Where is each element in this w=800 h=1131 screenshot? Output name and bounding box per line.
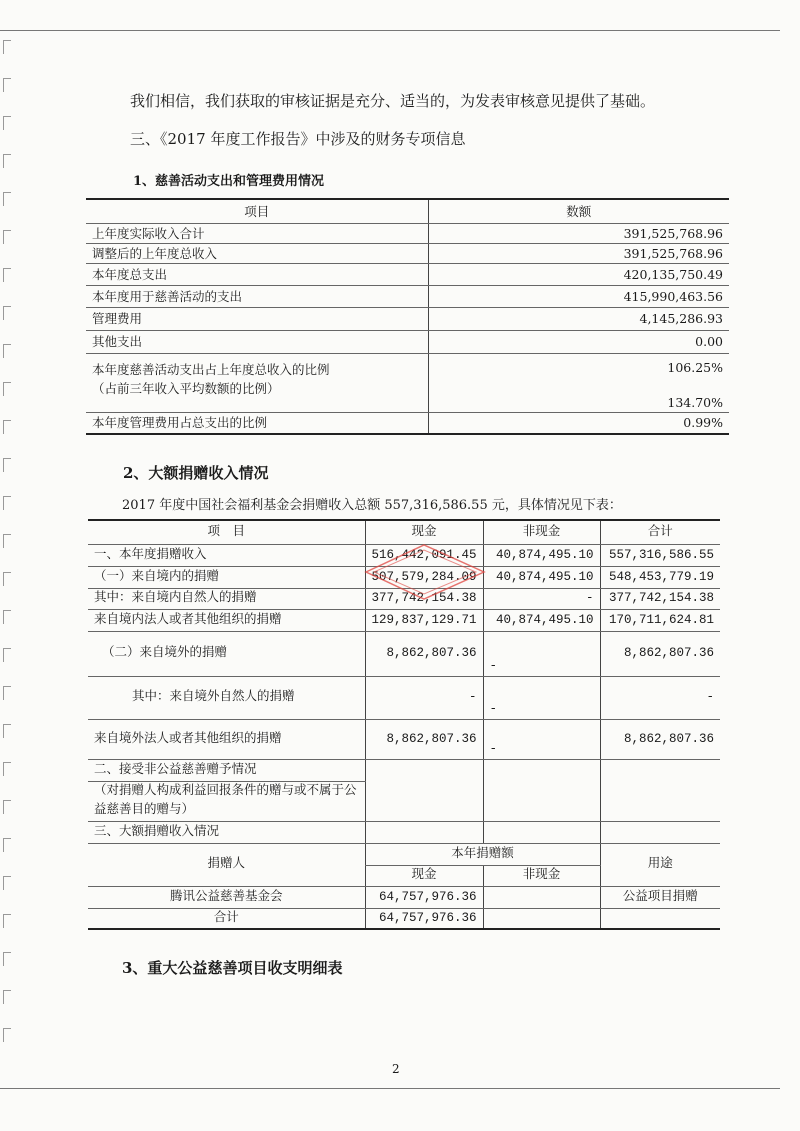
- ratio-label: 本年度慈善活动支出占上年度总收入的比例: [92, 361, 330, 377]
- total-cell: 548,453,779.19: [600, 566, 720, 588]
- row-label: 来自境内法人或者其他组织的捐赠: [88, 609, 365, 631]
- subsection-2-title: 2、大额捐赠收入情况: [123, 464, 269, 482]
- row-label: 来自境外法人或者其他组织的捐赠: [88, 719, 365, 759]
- total-cell: -: [600, 676, 720, 719]
- header-item: 项 目: [88, 520, 365, 544]
- nonpublic-label: 二、接受非公益慈善赠予情况: [88, 759, 365, 781]
- mgmt-ratio-label: 本年度管理费用占总支出的比例: [86, 412, 428, 434]
- auditor-stamp: [356, 542, 496, 602]
- row-label: （一）来自境内的捐赠: [88, 566, 365, 588]
- row-label: 其中：来自境外自然人的捐赠: [88, 676, 365, 719]
- row-label: 其中：来自境内自然人的捐赠: [88, 588, 365, 609]
- cash-cell: 8,862,807.36: [365, 631, 483, 676]
- total-label: 合计: [88, 908, 365, 929]
- row-label: 上年度实际收入合计: [86, 223, 428, 243]
- header-noncash: 非现金: [483, 520, 600, 544]
- ratio3-value: 134.70%: [667, 394, 723, 410]
- row-value: 415,990,463.56: [428, 285, 729, 307]
- use-header: 用途: [600, 843, 720, 886]
- row-label: 其他支出: [86, 330, 428, 353]
- noncash-cell: -: [483, 676, 600, 719]
- row-label: （二）来自境外的捐赠: [88, 631, 365, 676]
- noncash-cell: -: [483, 588, 600, 609]
- cash-subheader: 现金: [365, 865, 483, 886]
- donor-header: 捐赠人: [88, 843, 365, 886]
- row-value: 0.00: [428, 330, 729, 353]
- binding-marks: [3, 40, 15, 1066]
- row-label: 本年度总支出: [86, 263, 428, 285]
- row-value: 391,525,768.96: [428, 223, 729, 243]
- donation-summary: 2017 年度中国社会福利基金会捐赠收入总额 557,316,586.55 元，具体情况见下表：: [122, 498, 622, 513]
- cash-cell: -: [365, 676, 483, 719]
- header-item: 项目: [86, 199, 428, 223]
- row-value: 391,525,768.96: [428, 243, 729, 263]
- row-value: 420,135,750.49: [428, 263, 729, 285]
- total-cell: 8,862,807.36: [600, 719, 720, 759]
- top-rule: [0, 30, 780, 31]
- noncash-cell: 40,874,495.10: [483, 566, 600, 588]
- donor-name: 腾讯公益慈善基金会: [88, 886, 365, 908]
- mgmt-ratio-value: 0.99%: [428, 412, 729, 434]
- bottom-rule: [0, 1088, 780, 1089]
- row-label: 一、本年度捐赠收入: [88, 544, 365, 566]
- intro-paragraph: 我们相信，我们获取的审核证据是充分、适当的，为发表审核意见提供了基础。: [130, 92, 656, 110]
- row-label: 本年度用于慈善活动的支出: [86, 285, 428, 307]
- header-cash: 现金: [365, 520, 483, 544]
- row-label: 管理费用: [86, 307, 428, 330]
- row-value: 4,145,286.93: [428, 307, 729, 330]
- total-cell: 170,711,624.81: [600, 609, 720, 631]
- noncash-subheader: 非现金: [483, 865, 600, 886]
- cash-cell: 516,442,091.45: [365, 544, 483, 566]
- donor-cash: 64,757,976.36: [365, 886, 483, 908]
- total-cell: 8,862,807.36: [600, 631, 720, 676]
- section-heading: 三、《2017 年度工作报告》中涉及的财务专项信息: [130, 130, 466, 148]
- total-cell: 557,316,586.55: [600, 544, 720, 566]
- page-number: 2: [392, 1062, 400, 1076]
- ratio3-label: （占前三年收入平均数额的比例）: [92, 380, 280, 396]
- cash-cell: 377,742,154.38: [365, 588, 483, 609]
- donor-use: 公益项目捐赠: [600, 886, 720, 908]
- total-cell: 377,742,154.38: [600, 588, 720, 609]
- noncash-cell: 40,874,495.10: [483, 609, 600, 631]
- charity-expense-table: [86, 198, 729, 435]
- cash-cell: 8,862,807.36: [365, 719, 483, 759]
- noncash-cell: -: [483, 631, 600, 676]
- subsection-1-title: 1、慈善活动支出和管理费用情况: [133, 174, 325, 189]
- amount-header: 本年捐赠额: [365, 843, 600, 865]
- ratio-value: 106.25%: [667, 359, 723, 375]
- cash-cell: 507,579,284.09: [365, 566, 483, 588]
- nonpublic-note: （对捐赠人构成利益回报条件的赠与或不属于公益慈善目的赠与）: [88, 781, 365, 821]
- cash-cell: 129,837,129.71: [365, 609, 483, 631]
- row-label: 调整后的上年度总收入: [86, 243, 428, 263]
- header-total: 合计: [600, 520, 720, 544]
- noncash-cell: 40,874,495.10: [483, 544, 600, 566]
- subsection-3-title: 3、重大公益慈善项目收支明细表: [122, 959, 343, 977]
- total-cash: 64,757,976.36: [365, 908, 483, 929]
- noncash-cell: -: [483, 719, 600, 759]
- header-amount: 数额: [428, 199, 729, 223]
- large-donation-label: 三、大额捐赠收入情况: [88, 821, 365, 843]
